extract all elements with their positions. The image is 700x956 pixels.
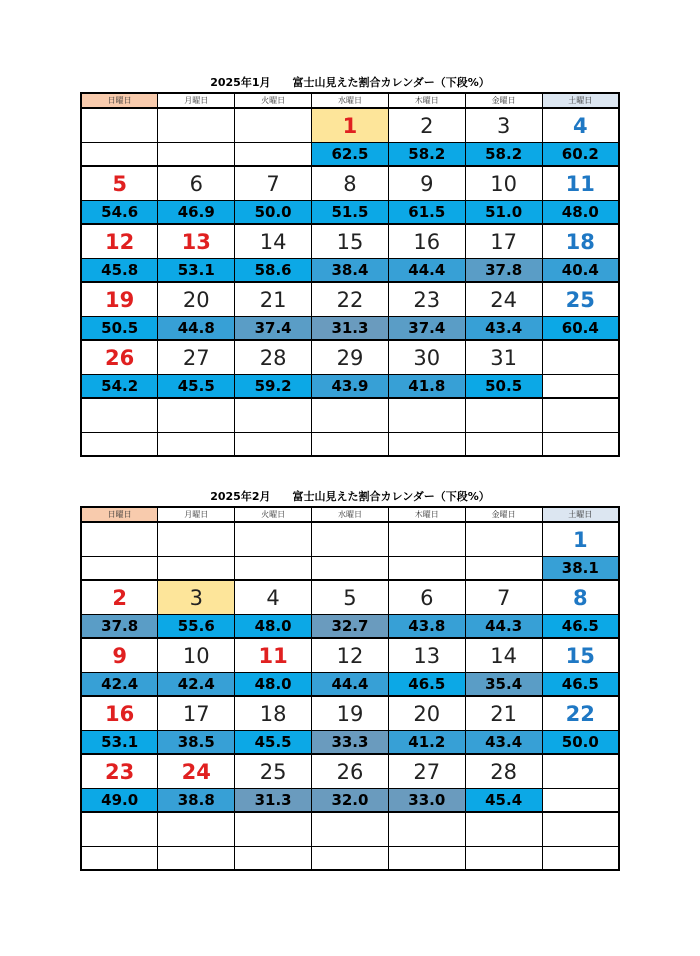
calendar-january bbox=[80, 74, 620, 457]
weekday-header: 土曜日 bbox=[542, 93, 619, 108]
day-number: 5 bbox=[312, 580, 389, 615]
visibility-percentage bbox=[158, 143, 235, 167]
day-number: 7 bbox=[235, 166, 312, 201]
visibility-percentage: 51.0 bbox=[465, 201, 542, 225]
day-number bbox=[81, 812, 158, 847]
percentage-row bbox=[81, 557, 619, 581]
percentage-row bbox=[81, 375, 619, 399]
visibility-percentage: 37.4 bbox=[235, 317, 312, 341]
percentage-row bbox=[81, 259, 619, 283]
visibility-percentage bbox=[81, 847, 158, 871]
visibility-percentage: 37.4 bbox=[388, 317, 465, 341]
visibility-percentage: 50.0 bbox=[542, 731, 619, 755]
visibility-percentage: 55.6 bbox=[158, 615, 235, 639]
visibility-percentage bbox=[465, 847, 542, 871]
day-number: 29 bbox=[312, 340, 389, 375]
visibility-percentage: 35.4 bbox=[465, 673, 542, 697]
visibility-percentage: 44.4 bbox=[312, 673, 389, 697]
day-number: 20 bbox=[388, 696, 465, 731]
visibility-percentage: 48.0 bbox=[235, 615, 312, 639]
weekday-header: 水曜日 bbox=[312, 93, 389, 108]
visibility-percentage bbox=[388, 433, 465, 457]
visibility-percentage: 44.4 bbox=[388, 259, 465, 283]
day-number bbox=[158, 812, 235, 847]
visibility-percentage bbox=[235, 847, 312, 871]
day-number bbox=[81, 398, 158, 433]
day-number: 1 bbox=[542, 522, 619, 557]
day-number: 25 bbox=[235, 754, 312, 789]
day-number bbox=[158, 522, 235, 557]
day-number: 14 bbox=[235, 224, 312, 259]
day-number: 22 bbox=[542, 696, 619, 731]
day-number: 1 bbox=[312, 108, 389, 143]
day-number: 2 bbox=[388, 108, 465, 143]
day-number bbox=[542, 398, 619, 433]
day-row bbox=[81, 224, 619, 259]
day-number: 10 bbox=[465, 166, 542, 201]
visibility-percentage bbox=[81, 433, 158, 457]
day-number bbox=[312, 522, 389, 557]
weekday-header: 木曜日 bbox=[388, 507, 465, 522]
calendar-grid bbox=[80, 506, 620, 871]
visibility-percentage bbox=[312, 433, 389, 457]
day-number bbox=[465, 398, 542, 433]
visibility-percentage: 31.3 bbox=[235, 789, 312, 813]
day-number: 12 bbox=[81, 224, 158, 259]
visibility-percentage bbox=[158, 433, 235, 457]
day-number: 17 bbox=[465, 224, 542, 259]
day-number: 27 bbox=[388, 754, 465, 789]
visibility-percentage: 62.5 bbox=[312, 143, 389, 167]
visibility-percentage: 54.2 bbox=[81, 375, 158, 399]
day-number bbox=[235, 522, 312, 557]
day-number bbox=[388, 522, 465, 557]
day-number: 11 bbox=[235, 638, 312, 673]
visibility-percentage bbox=[158, 847, 235, 871]
visibility-percentage bbox=[542, 789, 619, 813]
day-number bbox=[235, 398, 312, 433]
day-number bbox=[465, 812, 542, 847]
percentage-row bbox=[81, 847, 619, 871]
day-number: 10 bbox=[158, 638, 235, 673]
percentage-row bbox=[81, 673, 619, 697]
day-number bbox=[542, 812, 619, 847]
visibility-percentage bbox=[81, 143, 158, 167]
day-number: 24 bbox=[465, 282, 542, 317]
visibility-percentage: 42.4 bbox=[158, 673, 235, 697]
visibility-percentage: 58.2 bbox=[465, 143, 542, 167]
day-number: 8 bbox=[542, 580, 619, 615]
weekday-header: 金曜日 bbox=[465, 93, 542, 108]
visibility-percentage: 48.0 bbox=[235, 673, 312, 697]
visibility-percentage: 50.0 bbox=[235, 201, 312, 225]
day-number bbox=[158, 108, 235, 143]
weekday-header: 日曜日 bbox=[81, 507, 158, 522]
weekday-header: 月曜日 bbox=[158, 93, 235, 108]
visibility-percentage: 46.5 bbox=[388, 673, 465, 697]
visibility-percentage: 31.3 bbox=[312, 317, 389, 341]
day-number: 8 bbox=[312, 166, 389, 201]
day-number: 16 bbox=[388, 224, 465, 259]
day-number bbox=[388, 398, 465, 433]
calendar-grid bbox=[80, 92, 620, 457]
calendar-title: 2025年1月 富士山見えた割合カレンダー（下段%） bbox=[210, 76, 490, 89]
visibility-percentage: 42.4 bbox=[81, 673, 158, 697]
calendar-title: 2025年2月 富士山見えた割合カレンダー（下段%） bbox=[210, 490, 490, 503]
day-number: 6 bbox=[388, 580, 465, 615]
day-number: 23 bbox=[388, 282, 465, 317]
day-number: 2 bbox=[81, 580, 158, 615]
visibility-percentage bbox=[542, 375, 619, 399]
visibility-percentage: 49.0 bbox=[81, 789, 158, 813]
visibility-percentage bbox=[542, 847, 619, 871]
day-row bbox=[81, 340, 619, 375]
weekday-header: 月曜日 bbox=[158, 507, 235, 522]
day-number: 4 bbox=[542, 108, 619, 143]
visibility-percentage: 40.4 bbox=[542, 259, 619, 283]
day-number: 26 bbox=[312, 754, 389, 789]
visibility-percentage bbox=[465, 557, 542, 581]
visibility-percentage: 33.0 bbox=[388, 789, 465, 813]
visibility-percentage: 48.0 bbox=[542, 201, 619, 225]
day-number bbox=[81, 522, 158, 557]
visibility-percentage: 51.5 bbox=[312, 201, 389, 225]
day-number: 15 bbox=[312, 224, 389, 259]
visibility-percentage: 32.0 bbox=[312, 789, 389, 813]
day-number: 7 bbox=[465, 580, 542, 615]
visibility-percentage bbox=[158, 557, 235, 581]
day-number bbox=[465, 522, 542, 557]
weekday-header: 金曜日 bbox=[465, 507, 542, 522]
weekday-header: 日曜日 bbox=[81, 93, 158, 108]
day-number: 5 bbox=[81, 166, 158, 201]
percentage-row bbox=[81, 317, 619, 341]
day-number: 21 bbox=[465, 696, 542, 731]
day-number: 11 bbox=[542, 166, 619, 201]
visibility-percentage: 41.2 bbox=[388, 731, 465, 755]
visibility-percentage bbox=[235, 143, 312, 167]
day-number: 17 bbox=[158, 696, 235, 731]
visibility-percentage: 43.9 bbox=[312, 375, 389, 399]
visibility-percentage: 37.8 bbox=[465, 259, 542, 283]
day-row bbox=[81, 166, 619, 201]
day-number: 27 bbox=[158, 340, 235, 375]
day-number: 6 bbox=[158, 166, 235, 201]
visibility-percentage: 32.7 bbox=[312, 615, 389, 639]
day-number: 19 bbox=[312, 696, 389, 731]
day-number bbox=[235, 812, 312, 847]
day-number bbox=[158, 398, 235, 433]
visibility-percentage: 37.8 bbox=[81, 615, 158, 639]
day-number: 25 bbox=[542, 282, 619, 317]
visibility-percentage: 45.5 bbox=[158, 375, 235, 399]
day-number: 23 bbox=[81, 754, 158, 789]
day-number: 13 bbox=[158, 224, 235, 259]
weekday-header: 火曜日 bbox=[235, 507, 312, 522]
percentage-row bbox=[81, 731, 619, 755]
weekday-header-row bbox=[81, 507, 619, 522]
visibility-percentage: 50.5 bbox=[81, 317, 158, 341]
visibility-percentage bbox=[388, 847, 465, 871]
day-number bbox=[542, 340, 619, 375]
day-number: 13 bbox=[388, 638, 465, 673]
day-number: 3 bbox=[465, 108, 542, 143]
visibility-percentage: 38.8 bbox=[158, 789, 235, 813]
visibility-percentage: 45.8 bbox=[81, 259, 158, 283]
calendar-february bbox=[80, 488, 620, 871]
day-number: 24 bbox=[158, 754, 235, 789]
day-row bbox=[81, 696, 619, 731]
percentage-row bbox=[81, 433, 619, 457]
day-number: 19 bbox=[81, 282, 158, 317]
percentage-row bbox=[81, 615, 619, 639]
visibility-percentage: 44.8 bbox=[158, 317, 235, 341]
weekday-header: 土曜日 bbox=[542, 507, 619, 522]
visibility-percentage: 38.4 bbox=[312, 259, 389, 283]
visibility-percentage bbox=[465, 433, 542, 457]
visibility-percentage: 46.9 bbox=[158, 201, 235, 225]
visibility-percentage: 38.5 bbox=[158, 731, 235, 755]
day-number: 21 bbox=[235, 282, 312, 317]
day-number: 12 bbox=[312, 638, 389, 673]
day-number: 22 bbox=[312, 282, 389, 317]
day-number bbox=[312, 812, 389, 847]
day-number: 3 bbox=[158, 580, 235, 615]
day-number bbox=[542, 754, 619, 789]
visibility-percentage: 43.8 bbox=[388, 615, 465, 639]
visibility-percentage bbox=[312, 557, 389, 581]
visibility-percentage: 50.5 bbox=[465, 375, 542, 399]
day-number bbox=[235, 108, 312, 143]
visibility-percentage: 58.2 bbox=[388, 143, 465, 167]
weekday-header: 火曜日 bbox=[235, 93, 312, 108]
day-number: 26 bbox=[81, 340, 158, 375]
weekday-header: 水曜日 bbox=[312, 507, 389, 522]
visibility-percentage bbox=[235, 557, 312, 581]
day-number: 28 bbox=[465, 754, 542, 789]
visibility-percentage bbox=[388, 557, 465, 581]
visibility-percentage: 46.5 bbox=[542, 673, 619, 697]
day-number: 9 bbox=[81, 638, 158, 673]
visibility-percentage bbox=[312, 847, 389, 871]
day-number: 20 bbox=[158, 282, 235, 317]
day-number: 4 bbox=[235, 580, 312, 615]
visibility-percentage: 59.2 bbox=[235, 375, 312, 399]
day-number bbox=[388, 812, 465, 847]
visibility-percentage: 44.3 bbox=[465, 615, 542, 639]
day-number: 9 bbox=[388, 166, 465, 201]
weekday-header-row bbox=[81, 93, 619, 108]
day-row bbox=[81, 282, 619, 317]
weekday-header: 木曜日 bbox=[388, 93, 465, 108]
day-row bbox=[81, 638, 619, 673]
visibility-percentage: 54.6 bbox=[81, 201, 158, 225]
day-number: 18 bbox=[542, 224, 619, 259]
day-number: 31 bbox=[465, 340, 542, 375]
visibility-percentage: 43.4 bbox=[465, 731, 542, 755]
day-number: 30 bbox=[388, 340, 465, 375]
visibility-percentage: 41.8 bbox=[388, 375, 465, 399]
visibility-percentage: 53.1 bbox=[81, 731, 158, 755]
visibility-percentage: 46.5 bbox=[542, 615, 619, 639]
day-number: 14 bbox=[465, 638, 542, 673]
day-number: 16 bbox=[81, 696, 158, 731]
visibility-percentage: 43.4 bbox=[465, 317, 542, 341]
day-row bbox=[81, 754, 619, 789]
day-number: 18 bbox=[235, 696, 312, 731]
day-number: 28 bbox=[235, 340, 312, 375]
day-row bbox=[81, 522, 619, 557]
visibility-percentage: 53.1 bbox=[158, 259, 235, 283]
day-number: 15 bbox=[542, 638, 619, 673]
percentage-row bbox=[81, 789, 619, 813]
day-row bbox=[81, 108, 619, 143]
visibility-percentage: 45.5 bbox=[235, 731, 312, 755]
day-number bbox=[312, 398, 389, 433]
visibility-percentage: 33.3 bbox=[312, 731, 389, 755]
visibility-percentage: 60.4 bbox=[542, 317, 619, 341]
visibility-percentage: 38.1 bbox=[542, 557, 619, 581]
percentage-row bbox=[81, 201, 619, 225]
day-row bbox=[81, 580, 619, 615]
day-row bbox=[81, 398, 619, 433]
visibility-percentage: 61.5 bbox=[388, 201, 465, 225]
day-row bbox=[81, 812, 619, 847]
visibility-percentage bbox=[542, 433, 619, 457]
visibility-percentage: 58.6 bbox=[235, 259, 312, 283]
percentage-row bbox=[81, 143, 619, 167]
day-number bbox=[81, 108, 158, 143]
visibility-percentage bbox=[81, 557, 158, 581]
visibility-percentage bbox=[235, 433, 312, 457]
visibility-percentage: 45.4 bbox=[465, 789, 542, 813]
visibility-percentage: 60.2 bbox=[542, 143, 619, 167]
